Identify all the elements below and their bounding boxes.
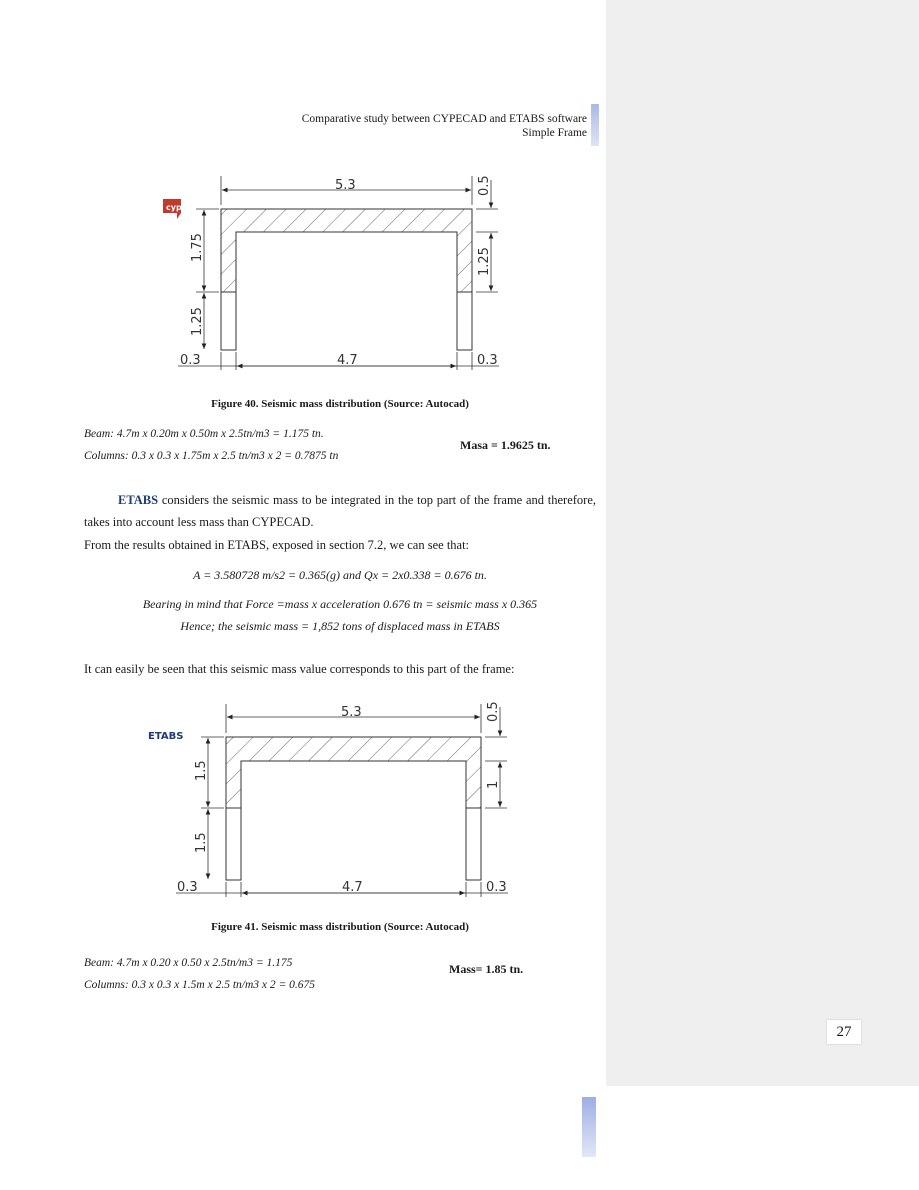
figure-41-columns-calc: Columns: 0.3 x 0.3 x 1.5m x 2.5 tn/m3 x 2 = 0.675 — [84, 979, 316, 991]
equation-acceleration: A = 3.580728 m/s2 = 0.365(g) and Qx = 2x0.338 = 0.676 tn. — [193, 568, 487, 582]
figure-41-caption: Figure 41. Seismic mass distribution (Source: Autocad) — [211, 921, 469, 933]
figure-40-beam-calc: Beam: 4.7m x 0.20m x 0.50m x 2.5tn/m3 = 1.175 tn. — [84, 428, 324, 440]
fig41-dim-left-upper: 1.5 — [194, 760, 209, 781]
figure-41-drawing — [148, 701, 508, 897]
figure-40-columns-calc: Columns: 0.3 x 0.3 x 1.75m x 2.5 tn/m3 x 2 = 0.7875 tn — [84, 450, 339, 462]
header-subtitle: Simple Frame — [522, 127, 587, 139]
etabs-paragraph — [84, 489, 596, 533]
equation-force: Bearing in mind that Force =mass x acceleration 0.676 tn = seismic mass x 0.365 — [142, 597, 538, 611]
cype-logo-text: cype — [166, 203, 188, 212]
fig41-dim-bottom-mid: 4.7 — [342, 880, 363, 895]
etabs-term: ETABS — [118, 493, 159, 507]
fig41-dim-bottom-right: 0.3 — [486, 880, 507, 895]
fig40-dim-left-lower: 1.25 — [190, 307, 205, 336]
fig41-dim-right-lower: 1 — [486, 780, 501, 789]
etabs-logo: ETABS — [148, 731, 184, 742]
fig40-dim-top: 5.3 — [335, 178, 356, 193]
figure-40-drawing — [163, 175, 499, 370]
fig41-dim-top: 5.3 — [341, 705, 362, 720]
header-title: Comparative study between CYPECAD and ETABS software — [301, 113, 587, 125]
equation-seismic-mass: Hence; the seismic mass = 1,852 tons of displaced mass in ETABS — [180, 619, 500, 633]
figure-41-beam-calc: Beam: 4.7m x 0.20 x 0.50 x 2.5tn/m3 = 1.175 — [84, 957, 293, 969]
fig40-dim-bottom-left: 0.3 — [180, 353, 201, 368]
frame-part-paragraph: It can easily be seen that this seismic mass value corresponds to this part of the frame: — [84, 662, 515, 676]
cype-logo — [163, 199, 188, 219]
etabs-paragraph-text: considers the seismic mass to be integrated in the top part of the frame and therefore, takes into account less mass than CYPECAD. — [84, 493, 596, 529]
figure-41-mass: Mass= 1.85 tn. — [449, 962, 524, 976]
page-number: 27 — [826, 1019, 862, 1045]
figure-40-mass: Masa = 1.9625 tn. — [460, 438, 551, 452]
fig41-dim-bottom-left: 0.3 — [177, 880, 198, 895]
fig40-dim-bottom-right: 0.3 — [477, 353, 498, 368]
fig40-dim-left-upper: 1.75 — [190, 233, 205, 262]
figure-40-caption: Figure 40. Seismic mass distribution (Source: Autocad) — [211, 398, 469, 410]
fig40-dim-bottom-mid: 4.7 — [337, 353, 358, 368]
results-paragraph: From the results obtained in ETABS, exposed in section 7.2, we can see that: — [84, 538, 470, 552]
fig41-dim-right-top: 0.5 — [486, 701, 501, 722]
fig40-dim-right-top: 0.5 — [477, 175, 492, 196]
fig40-dim-right-lower: 1.25 — [477, 247, 492, 276]
fig41-dim-left-lower: 1.5 — [194, 832, 209, 853]
